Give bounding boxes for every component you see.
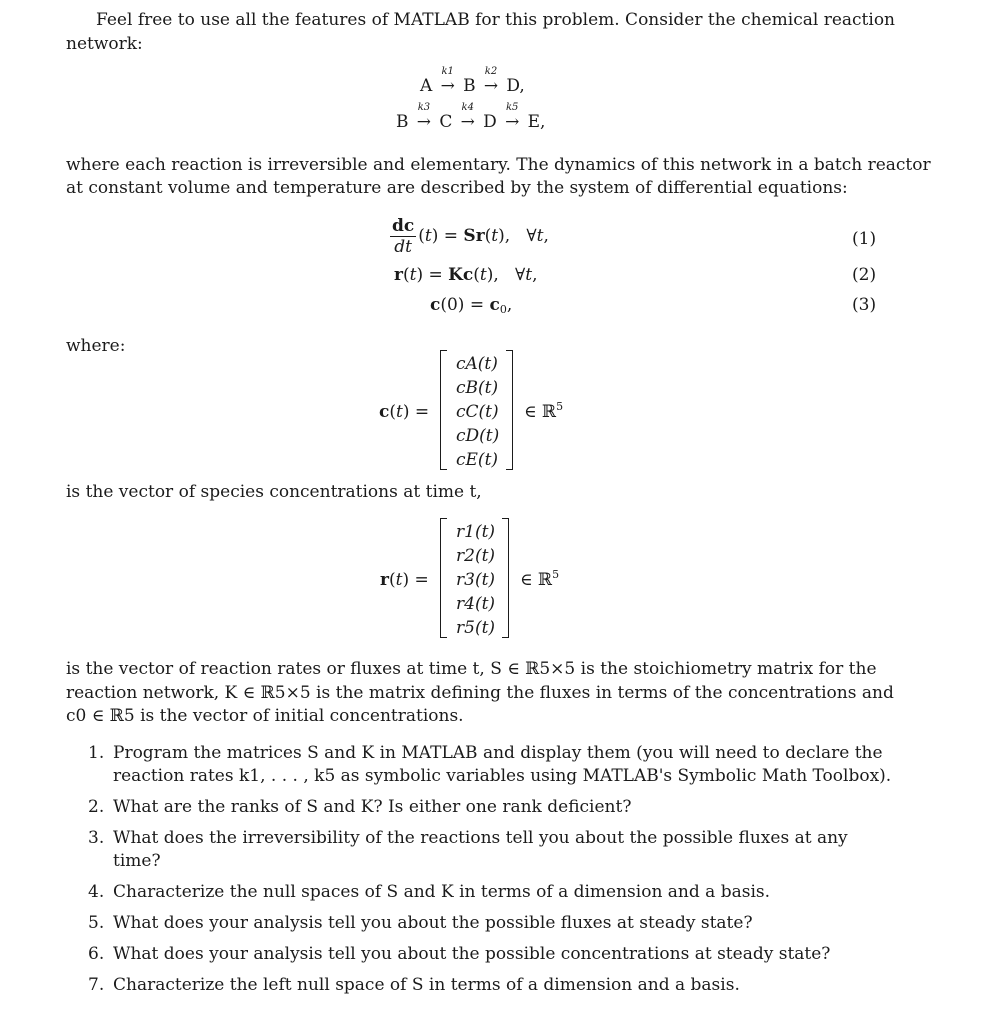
rate-label: k3 (417, 102, 431, 113)
species: D, (506, 76, 525, 96)
left-bracket (440, 518, 447, 638)
equation-3: $c(0) = c_0$, (430, 295, 513, 316)
vector-entry: cE(t) (456, 450, 499, 470)
para-line-3: c0 ∈ ℝ5 is the vector of initial concentrations. (66, 706, 464, 726)
equation-number: (2) (852, 265, 877, 285)
reaction-line-1 (420, 66, 525, 96)
item-number: 5. (88, 913, 105, 933)
vector-entry: r5(t) (456, 618, 496, 638)
reaction-line-2 (396, 102, 546, 132)
item-text: What does your analysis tell you about the possible fluxes at steady state? (113, 913, 753, 933)
item-text: Characterize the null spaces of S and K in terms of a dimension and a basis. (113, 882, 771, 902)
right-bracket (502, 518, 509, 638)
vector-entry: r2(t) (456, 546, 496, 566)
species: D (483, 112, 497, 132)
item-number: 4. (88, 882, 105, 902)
reaction-arrow: k3 → (416, 102, 432, 132)
item-number: 3. (88, 828, 105, 848)
list-item (66, 796, 896, 819)
desc-line-1: where each reaction is irreversible and elementary. The dynamics of this network in a batch reactor (66, 155, 931, 175)
vector-entry: r4(t) (456, 594, 496, 614)
para-line-1: is the vector of reaction rates or fluxes at time t, S ∈ ℝ5×5 is the stoichiometry matrix for the (66, 659, 877, 679)
item-number: 7. (88, 975, 105, 995)
list-item (66, 912, 896, 935)
rate-label: k1 (441, 66, 454, 77)
item-text: What does the irreversibility of the reactions tell you about the possible fluxes at any time? (113, 828, 848, 871)
item-text: What does your analysis tell you about the possible concentrations at steady state? (113, 944, 831, 964)
equation-number: (1) (852, 229, 877, 249)
reaction-arrow: k4 → (460, 102, 475, 132)
species: E, (527, 112, 546, 132)
desc-line-2: at constant volume and temperature are described by the system of differential equations: (66, 178, 848, 198)
item-number: 1. (88, 743, 105, 763)
list-item (66, 881, 896, 904)
list-item (66, 742, 896, 788)
c-vector-lhs: c(t) = (379, 402, 430, 422)
equation-number: (3) (852, 295, 877, 315)
species: A (420, 76, 433, 96)
reaction-arrow: k1 → (440, 66, 455, 96)
item-text: Characterize the left null space of S in terms of a dimension and a basis. (113, 975, 740, 995)
set-membership: ∈ ℝ$^5$ (524, 400, 564, 422)
item-text: What are the ranks of S and K? Is either one rank deficient? (113, 797, 632, 817)
c-vector-caption: is the vector of species concentrations at time t, (66, 482, 482, 502)
item-number: 6. (88, 944, 105, 964)
vector-entry: cB(t) (456, 378, 499, 398)
list-item (66, 827, 896, 873)
reaction-arrow: k5 → (505, 102, 520, 132)
vector-entry: r3(t) (456, 570, 496, 590)
equation-2: r(t) = Kc(t), ∀t, (394, 265, 538, 285)
intro-line-2: network: (66, 34, 143, 54)
vector-entry: cD(t) (456, 426, 500, 446)
vector-entry: r1(t) (456, 522, 496, 542)
equation-1: $\frac{dc}{dt}$ (t) = Sr(t), ∀t, (392, 216, 549, 257)
right-bracket (506, 350, 513, 470)
where-label: where: (66, 336, 126, 356)
list-item (66, 943, 896, 966)
para-line-2: reaction network, K ∈ ℝ5×5 is the matrix defining the fluxes in terms of the concentrations and (66, 683, 894, 703)
reaction-arrow: k2 → (483, 66, 499, 96)
item-text: Program the matrices S and K in MATLAB and display them (you will need to declare the reaction rates k1, . . . , k5 as symbolic variables using MATLAB's Symbolic Math Toolbox). (113, 743, 892, 786)
list-item (66, 974, 896, 997)
rate-label: k5 (505, 102, 519, 113)
rate-label: k4 (461, 102, 474, 113)
species: B (463, 76, 476, 96)
r-vector-lhs: r(t) = (380, 570, 429, 590)
left-bracket (440, 350, 447, 470)
species: B (396, 112, 409, 132)
vector-entry: cA(t) (456, 354, 498, 374)
item-number: 2. (88, 797, 105, 817)
species: C (439, 112, 453, 132)
intro-line-1: Feel free to use all the features of MATLAB for this problem. Consider the chemical reaction (96, 10, 896, 30)
vector-entry: cC(t) (456, 402, 499, 422)
set-membership: ∈ ℝ$^5$ (520, 568, 560, 590)
question-list (66, 742, 896, 1005)
rate-label: k2 (484, 66, 498, 77)
